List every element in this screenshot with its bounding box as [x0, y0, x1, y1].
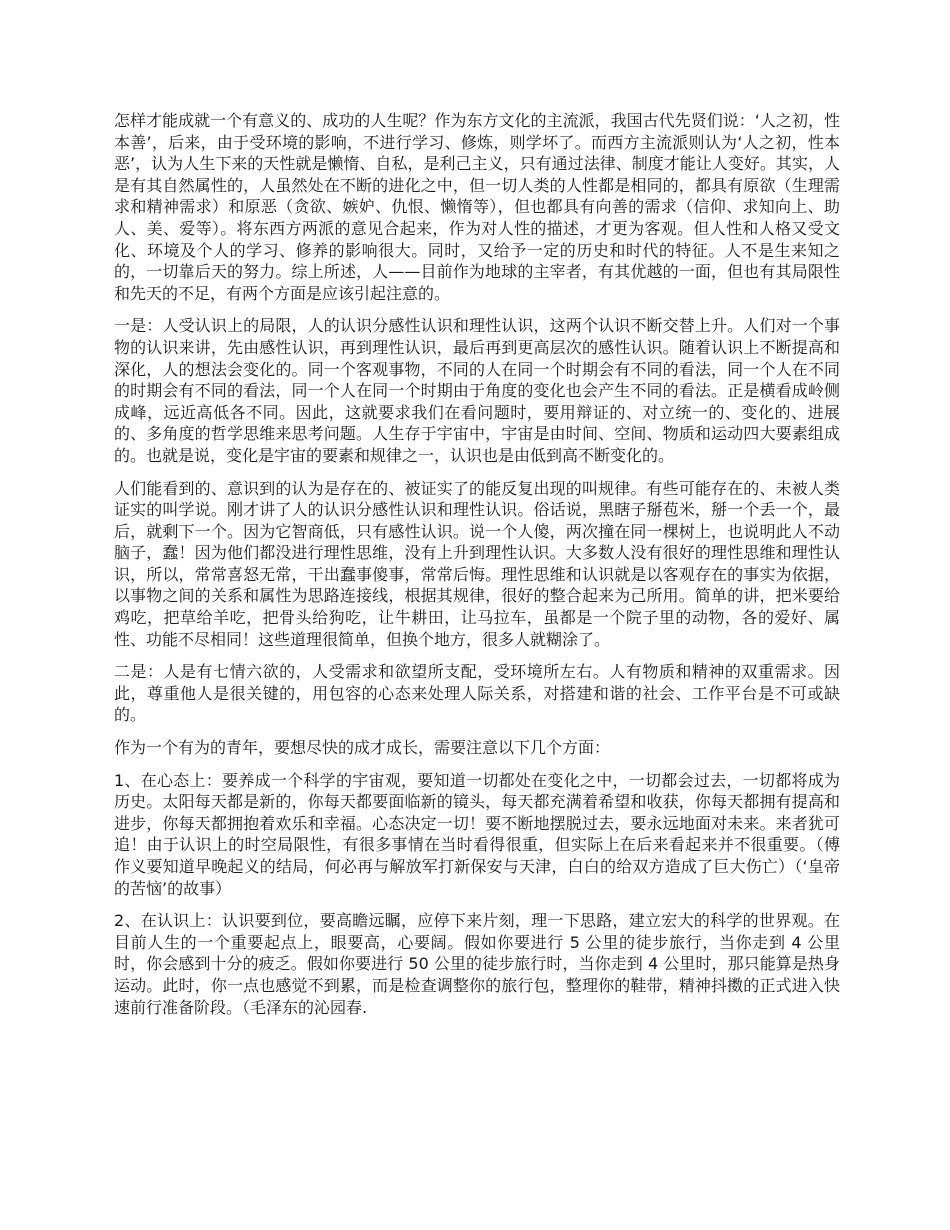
paragraph-understanding: 2、在认识上：认识要到位，要高瞻远瞩，应停下来片刻，理一下思路，建立宏大的科学的世界观。在目前人生的一个重要起点上，眼要高，心要阔。假如你要进行 5 公里的徒步旅行，当你走到 4 公里时，你会感到十分的疲乏。假如你要进行 50 公里的徒步旅行时，当你走到 4 公里时，那只能算是热身运动。此时，你一点也感觉不到累，而是检查调整你的旅行包，整理你的鞋带，精神抖擞的正式进入快速前行准备阶段。（毛泽东的沁园春.: [114, 911, 840, 1017]
paragraph-cognition-limits: 一是：人受认识上的局限，人的认识分感性认识和理性认识，这两个认识不断交替上升。人们对一个事物的认识来讲，先由感性认识，再到理性认识，最后再到更高层次的感性认识。随着认识上不断提高和深化，人的想法会变化的。同一个客观事物，不同的人在同一个时期会有不同的看法，同一个人在不同的时期会有不同的看法，同一个人在同一个时期由于角度的变化也会产生不同的看法。正是横看成岭侧成峰，远近高低各不同。因此，这就要求我们在看问题时，要用辩证的、对立统一的、变化的、进展的、多角度的哲学思维来思考问题。人生存于宇宙中，宇宙是由时间、空间、物质和运动四大要素组成的。也就是说，变化是宇宙的要素和规律之一，认识也是由低到高不断变化的。: [114, 316, 840, 465]
paragraph-desires: 二是：人是有七情六欲的，人受需求和欲望所支配，受环境所左右。人有物质和精神的双重需求。因此，尊重他人是很关键的，用包容的心态来处理人际关系，对搭建和谐的社会、工作平台是不可或缺的。: [114, 662, 840, 725]
paragraph-youth-intro: 作为一个有为的青年，要想尽快的成才成长，需要注意以下几个方面：: [114, 738, 611, 758]
paragraph-rational-thinking: 人们能看到的、意识到的认为是存在的、被证实了的能反复出现的叫规律。有些可能存在的、未被人类证实的叫学说。刚才讲了人的认识分感性认识和理性认识。俗话说，黑瞎子掰苞米，掰一个丢一个，最后，就剩下一个。因为它智商低，只有感性认识。说一个人傻，两次撞在同一棵树上，也说明此人不动脑子，蠢！因为他们都没进行理性思维，没有上升到理性认识。大多数人没有很好的理性思维和理性认识，所以，常常喜怒无常，干出蠢事傻事，常常后悔。理性思维和认识就是以客观存在的事实为依据，以事物之间的关系和属性为思路连接线，根据其规律，很好的整合起来为己所用。简单的讲，把米要给鸡吃，把草给羊吃，把骨头给狗吃，让牛耕田，让马拉车，虽都是一个院子里的动物，各的爱好、属性、功能不尽相同！这些道理很简单，但换个地方，很多人就糊涂了。: [114, 478, 840, 649]
paragraph-mindset: 1、在心态上：要养成一个科学的宇宙观，要知道一切都处在变化之中，一切都会过去，一切都将成为历史。太阳每天都是新的，你每天都要面临新的镜头，每天都充满着希望和收获，你每天都拥有提高和进步，你每天都拥抱着欢乐和幸福。心态决定一切！要不断地摆脱过去，要永远地面对未来。来者犹可追！由于认识上的时空局限性，有很多事情在当时看得很重，但实际上在后来看起来并不很重要。（傅作义要知道早晚起义的结局，何必再与解放军打新保安与天津，白白的给双方造成了巨大伤亡）（‘皇帝的苦恼’的故事）: [114, 770, 840, 898]
paragraph-human-nature: 怎样才能成就一个有意义的、成功的人生呢？作为东方文化的主流派，我国古代先贤们说：‘人之初，性本善’，后来，由于受环境的影响，不进行学习、修炼，则学坏了。而西方主流派则认为‘人之初，性本恶’，认为人生下来的天性就是懒惰、自私，是利己主义，只有通过法律、制度才能让人变好。其实，人是有其自然属性的，人虽然处在不断的进化之中，但一切人类的人性都是相同的，都具有原欲（生理需求和精神需求）和原恶（贪欲、嫉妒、仇恨、懒惰等），但也都具有向善的需求（信仰、求知向上、助人、美、爱等）。将东西方两派的意见合起来，作为对人性的描述，才更为客观。但人性和人格又受文化、环境及个人的学习、修养的影响很大。同时，又给予一定的历史和时代的特征。人不是生来知之的，一切靠后天的努力。综上所述，人——目前作为地球的主宰者，有其优越的一面，但也有其局限性和先天的不足，有两个方面是应该引起注意的。: [114, 111, 840, 303]
document-page: [114, 110, 840, 1029]
